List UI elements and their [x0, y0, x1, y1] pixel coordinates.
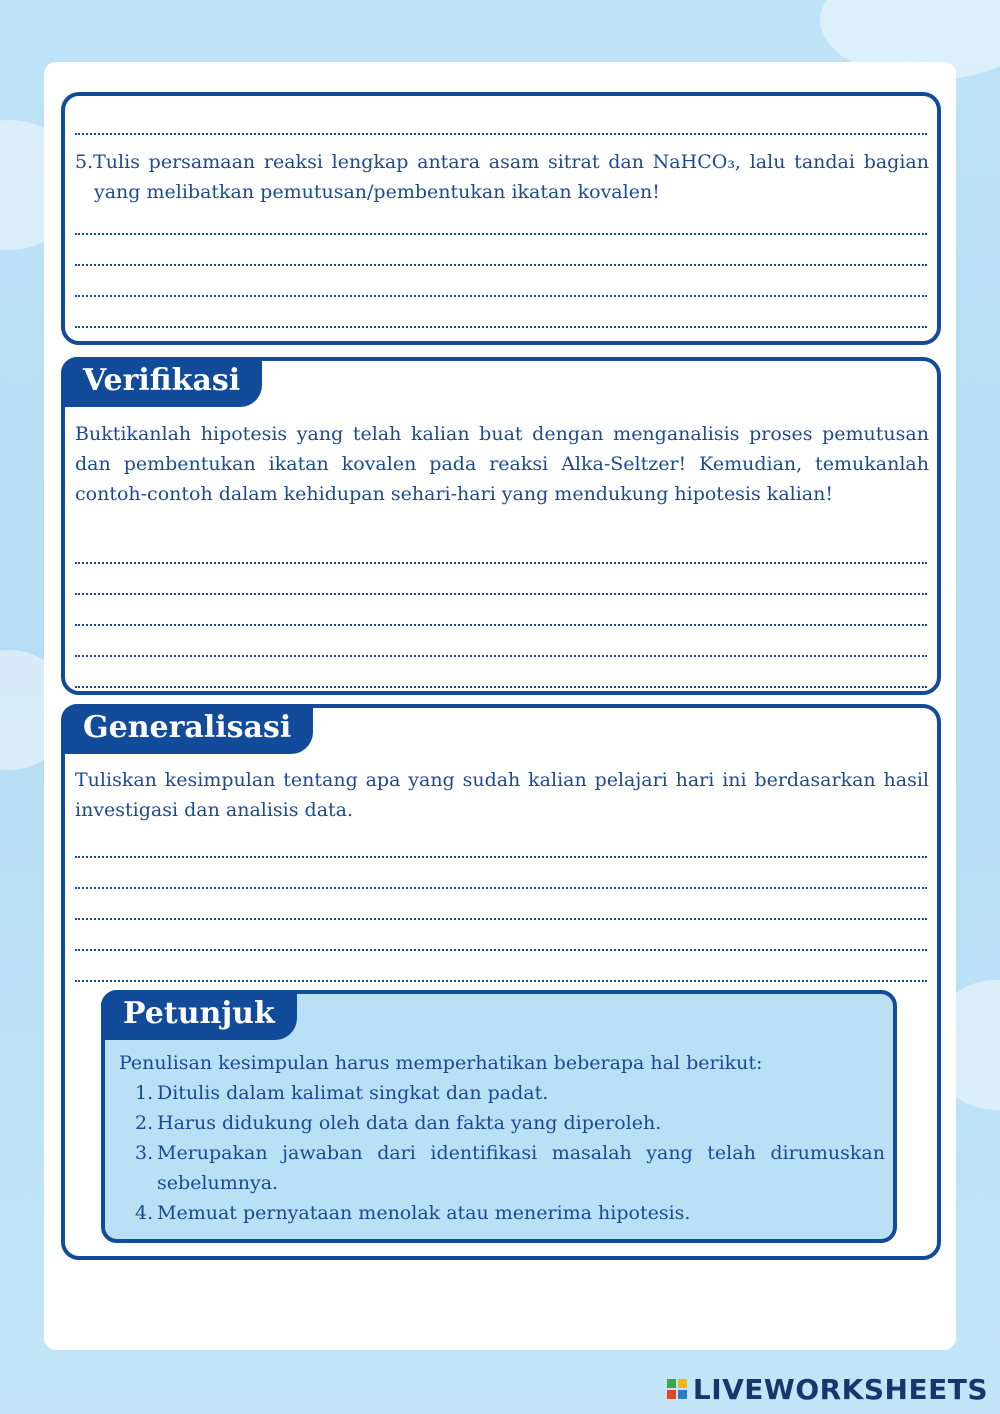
answer-line[interactable]	[75, 593, 927, 626]
list-item: 3. Merupakan jawaban dari identifikasi masalah yang telah dirumuskan sebelumnya.	[135, 1142, 885, 1194]
verifikasi-instructions: Buktikanlah hipotesis yang telah kalian buat dengan menganalisis proses pemutusan dan pembentukan ikatan kovalen pada reaksi Alka-Seltzer! Kemudian, temukanlah contoh-contoh dalam kehidupan sehari-hari yang mendukung hipotesis kalian!	[75, 423, 929, 505]
answer-line[interactable]	[75, 856, 927, 889]
answer-line[interactable]	[75, 624, 927, 657]
petunjuk-intro: Penulisan kesimpulan harus memperhatikan beberapa hal berikut:	[119, 1052, 763, 1074]
answer-line[interactable]	[75, 264, 927, 297]
question-panel	[61, 92, 941, 345]
petunjuk-title: Petunjuk	[101, 990, 297, 1040]
answer-line[interactable]	[75, 295, 927, 328]
generalisasi-instructions: Tuliskan kesimpulan tentang apa yang sudah kalian pelajari hari ini berdasarkan hasil investigasi dan analisis data.	[75, 769, 929, 821]
answer-line[interactable]	[75, 562, 927, 595]
logo-text: LIVEWORKSHEETS	[692, 1372, 988, 1406]
list-item: 1. Ditulis dalam kalimat singkat dan padat.	[135, 1082, 549, 1104]
answer-line[interactable]	[75, 918, 927, 951]
verifikasi-panel	[61, 357, 941, 695]
petunjuk-list	[135, 1078, 885, 1228]
liveworksheets-logo-icon	[667, 1379, 687, 1399]
question-5-text: 5.Tulis persamaan reaksi lengkap antara asam sitrat dan NaHCO₃, lalu tandai bagian yang melibatkan pemutusan/pembentukan ikatan kovalen!	[75, 151, 929, 203]
answer-line[interactable]	[75, 531, 927, 564]
answer-line[interactable]	[75, 233, 927, 266]
verifikasi-title: Verifikasi	[61, 357, 262, 407]
generalisasi-title: Generalisasi	[61, 704, 313, 754]
answer-line[interactable]	[75, 102, 927, 135]
petunjuk-box	[101, 990, 897, 1243]
liveworksheets-logo[interactable]	[667, 1372, 988, 1406]
answer-line[interactable]	[75, 887, 927, 920]
list-item: 4. Memuat pernyataan menolak atau menerima hipotesis.	[135, 1202, 691, 1224]
generalisasi-panel	[61, 704, 941, 1260]
list-item: 2. Harus didukung oleh data dan fakta yang diperoleh.	[135, 1112, 662, 1134]
answer-line[interactable]	[75, 825, 927, 858]
answer-line[interactable]	[75, 655, 927, 688]
answer-line[interactable]	[75, 202, 927, 235]
answer-line[interactable]	[75, 949, 927, 982]
